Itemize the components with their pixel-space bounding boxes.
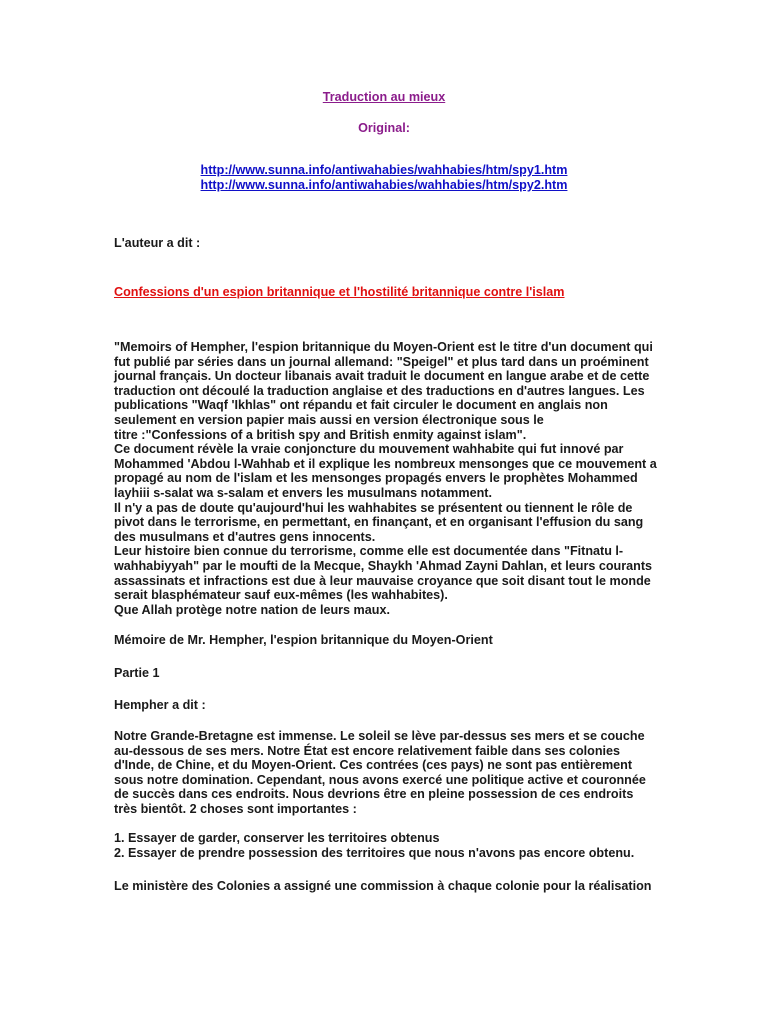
title-link[interactable]: Traduction au mieux — [322, 90, 446, 104]
intro-line: serait blasphémateur sauf eux-mêmes (les wahhabites). — [114, 588, 448, 603]
author-said: L'auteur a dit : — [114, 236, 201, 250]
intro-line: titre :"Confessions of a british spy and British enmity against islam". — [114, 427, 527, 442]
intro-line: publications "Waqf 'Ikhlas" ont répandu et fait circuler le document en anglais non — [114, 398, 608, 413]
britain-line: très bientôt. 2 choses sont importantes : — [114, 801, 357, 816]
source-url-2[interactable]: http://www.sunna.info/antiwahabies/wahhabies/htm/spy2.htm — [200, 178, 568, 192]
intro-line: propagé au nom de l'islam et les mensonges propagés envers le prophètes Mohammed — [114, 471, 638, 486]
britain-line: sous notre domination. Cependant, nous avons exercé une politique active et couronnée — [114, 772, 646, 787]
intro-line: Il n'y a pas de doute qu'aujourd'hui les wahhabites se présentent ou tiennent le rôle de — [114, 500, 633, 515]
hempher-said: Hempher a dit : — [114, 698, 206, 712]
intro-line: Leur histoire bien connue du terrorisme, comme elle est documentée dans "Fitnatu l- — [114, 544, 624, 559]
intro-line: "Memoirs of Hempher, l'espion britannique du Moyen-Orient est le titre d'un document qui — [114, 340, 653, 354]
url-row-2 — [0, 178, 768, 193]
intro-line: journal français. Un docteur libanais avait traduit le document en langue arabe et de cette — [114, 369, 650, 384]
last-line: Le ministère des Colonies a assigné une commission à chaque colonie pour la réalisation — [114, 879, 652, 893]
source-url-1[interactable]: http://www.sunna.info/antiwahabies/wahhabies/htm/spy1.htm — [200, 163, 568, 177]
intro-line: pivot dans le terrorisme, en permettant, en finançant, et en organisant l'effusion du sang — [114, 515, 644, 530]
intro-line: seulement en version papier mais aussi en version électronique sous le — [114, 412, 544, 427]
intro-line: fut publié par séries dans un journal allemand: "Speigel" et plus tard dans un proéminent — [114, 354, 649, 369]
headline-row — [114, 285, 659, 300]
goals-list — [114, 831, 659, 860]
url-row-1 — [0, 163, 768, 178]
britain-paragraph — [114, 729, 659, 817]
original-label: Original: — [358, 121, 410, 135]
intro-line: layhiii s-salat wa s-salam et envers les musulmans notamment. — [114, 485, 492, 500]
list-item: 2. Essayer de prendre possession des territoires que nous n'avons pas encore obtenu. — [114, 845, 635, 860]
britain-line: d'Inde, de Chine, et du Moyen-Orient. Ces contrées (ces pays) ne sont pas entièrement — [114, 758, 633, 773]
list-item: 1. Essayer de garder, conserver les territoires obtenus — [114, 831, 440, 845]
britain-line: au-dessous de ses mers. Notre État est encore relativement faible dans ses colonies — [114, 743, 621, 758]
title-link-row — [0, 90, 768, 105]
britain-line: de succès dans ces endroits. Nous devrions être en pleine possession de ces endroits — [114, 787, 634, 802]
intro-line: traduction ont découlé la traduction anglaise et des traductions en d'autres langues. Les — [114, 383, 645, 398]
intro-line: Mohammed 'Abdou l-Wahhab et il explique les nombreux mensonges que ce mouvement a — [114, 456, 657, 471]
headline-link[interactable]: Confessions d'un espion britannique et l'hostilité britannique contre l'islam — [114, 285, 565, 299]
intro-line: des musulmans et d'autres gens innocents. — [114, 529, 376, 544]
part-label: Partie 1 — [114, 666, 160, 680]
memoir-title: Mémoire de Mr. Hempher, l'espion britannique du Moyen-Orient — [114, 633, 493, 647]
intro-line: Ce document révèle la vraie conjoncture du mouvement wahhabite qui fut innové par — [114, 442, 624, 457]
britain-line: Notre Grande-Bretagne est immense. Le soleil se lève par-dessus ses mers et se couche — [114, 729, 645, 743]
intro-line: assassinats et infractions est due à leur mauvaise croyance que soit disant tout le monde — [114, 573, 651, 588]
intro-line: Que Allah protège notre nation de leurs maux. — [114, 602, 390, 617]
intro-paragraph — [114, 340, 659, 617]
original-label-row — [0, 121, 768, 136]
intro-line: wahhabiyyah" par le moufti de la Mecque, Shaykh 'Ahmad Zayni Dahlan, et leurs courants — [114, 558, 653, 573]
